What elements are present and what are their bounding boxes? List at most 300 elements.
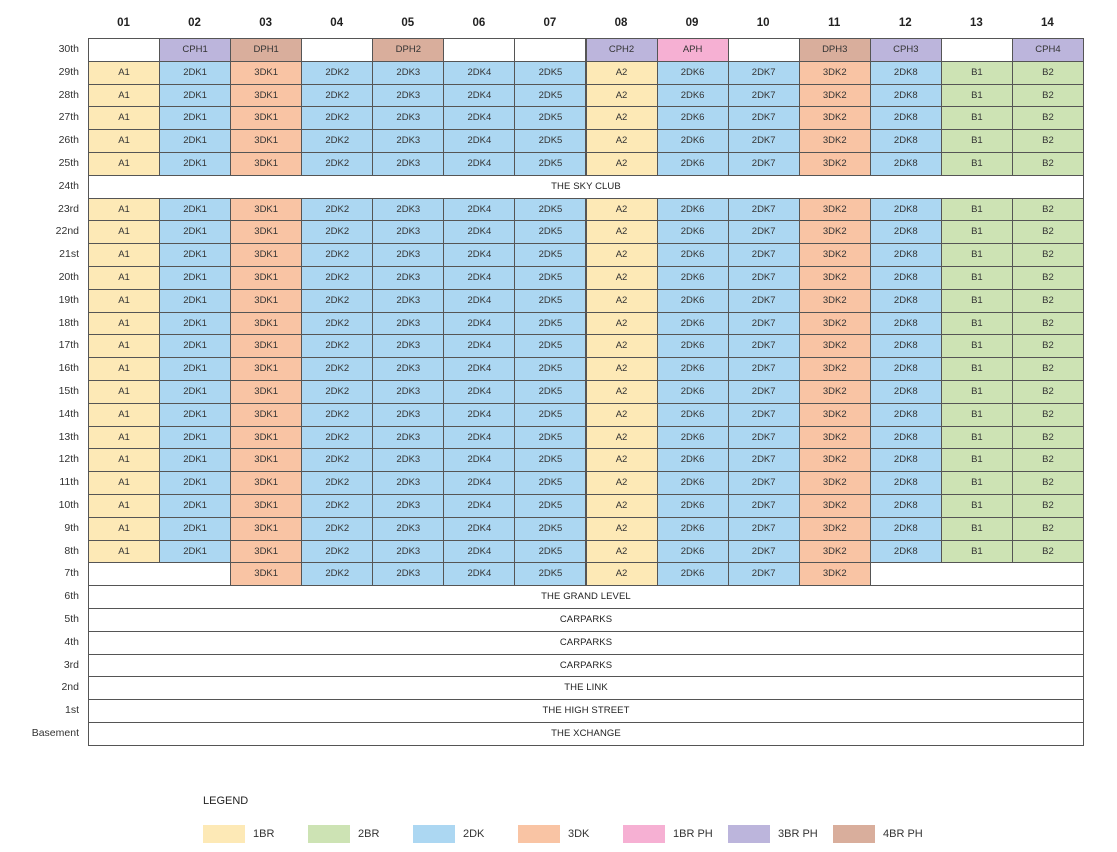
unit-cell: 3DK1 — [230, 471, 302, 495]
legend-label: 2DK — [463, 828, 485, 840]
unit-cell: 3DK2 — [799, 198, 871, 222]
floor-label: 4th — [64, 635, 79, 648]
unit-cell: A2 — [586, 243, 658, 267]
unit-cell: B1 — [941, 84, 1013, 108]
unit-cell: A1 — [88, 357, 160, 381]
floor-banner: CARPARKS — [88, 654, 1084, 678]
column-header-12: 12 — [898, 17, 912, 29]
legend-swatch — [833, 825, 875, 843]
unit-cell: 2DK4 — [443, 84, 515, 108]
unit-cell: 2DK1 — [159, 129, 231, 153]
unit-cell: A2 — [586, 540, 658, 564]
unit-cell: 2DK1 — [159, 220, 231, 244]
unit-cell: 2DK3 — [372, 266, 444, 290]
unit-cell: 2DK6 — [657, 426, 729, 450]
unit-cell: A2 — [586, 61, 658, 85]
floor-label: 7th — [64, 567, 79, 580]
unit-cell: 2DK7 — [728, 129, 800, 153]
unit-cell: 2DK2 — [301, 289, 373, 313]
floor-label: 15th — [58, 385, 79, 397]
floor-label: 22nd — [55, 225, 79, 238]
unit-cell: 2DK7 — [728, 517, 800, 541]
unit-cell: 3DK2 — [799, 471, 871, 495]
unit-cell: 2DK7 — [728, 334, 800, 358]
legend-label: 2BR — [358, 828, 380, 840]
column-header-03: 03 — [259, 17, 273, 29]
floor-label: 17th — [58, 339, 79, 352]
unit-cell: 2DK8 — [870, 198, 942, 222]
floor-label: Basement — [31, 727, 79, 739]
unit-cell: B2 — [1012, 540, 1084, 564]
unit-cell: 2DK6 — [657, 312, 729, 336]
floor-label: 23rd — [57, 202, 79, 215]
unit-cell: 2DK3 — [372, 494, 444, 518]
unit-cell: 3DK2 — [799, 106, 871, 130]
unit-cell: 2DK5 — [514, 334, 586, 358]
empty-cell — [870, 562, 1084, 586]
unit-cell: B2 — [1012, 517, 1084, 541]
legend-title: LEGEND — [203, 795, 249, 807]
unit-cell: A2 — [586, 198, 658, 222]
unit-cell: 2DK6 — [657, 61, 729, 85]
unit-cell: 2DK2 — [301, 448, 373, 472]
unit-cell: 2DK4 — [443, 289, 515, 313]
unit-cell: B1 — [941, 198, 1013, 222]
unit-cell: 2DK7 — [728, 448, 800, 472]
unit-cell: A1 — [88, 129, 160, 153]
unit-cell: 3DK2 — [799, 84, 871, 108]
unit-cell: 2DK4 — [443, 562, 515, 586]
unit-cell: 2DK4 — [443, 312, 515, 336]
unit-cell: 2DK3 — [372, 61, 444, 85]
unit-cell: A1 — [88, 106, 160, 130]
unit-cell: B2 — [1012, 312, 1084, 336]
legend-label: 3DK — [568, 828, 590, 840]
unit-cell: 3DK1 — [230, 152, 302, 176]
unit-cell: 2DK3 — [372, 426, 444, 450]
unit-cell: B1 — [941, 426, 1013, 450]
floor-label: 2nd — [61, 681, 79, 694]
unit-cell: B2 — [1012, 129, 1084, 153]
unit-cell: B2 — [1012, 61, 1084, 85]
unit-cell: 2DK1 — [159, 517, 231, 541]
unit-cell: B1 — [941, 243, 1013, 267]
unit-cell: 2DK1 — [159, 380, 231, 404]
unit-cell: A2 — [586, 334, 658, 358]
unit-cell: 3DK2 — [799, 61, 871, 85]
unit-cell: A2 — [586, 152, 658, 176]
unit-cell: 2DK5 — [514, 61, 586, 85]
unit-cell: 2DK4 — [443, 357, 515, 381]
unit-cell: 2DK6 — [657, 517, 729, 541]
unit-cell: A1 — [88, 266, 160, 290]
unit-cell: 2DK1 — [159, 448, 231, 472]
unit-cell: 2DK8 — [870, 471, 942, 495]
unit-cell: 2DK2 — [301, 494, 373, 518]
unit-cell: 2DK4 — [443, 494, 515, 518]
unit-cell: 2DK2 — [301, 357, 373, 381]
unit-cell: 2DK1 — [159, 334, 231, 358]
unit-cell: 2DK6 — [657, 106, 729, 130]
unit-cell: A2 — [586, 84, 658, 108]
unit-cell: 3DK2 — [799, 494, 871, 518]
unit-cell: 2DK1 — [159, 471, 231, 495]
unit-cell: 2DK1 — [159, 540, 231, 564]
unit-cell: 2DK4 — [443, 152, 515, 176]
unit-cell: DPH1 — [230, 38, 302, 62]
unit-cell: B1 — [941, 517, 1013, 541]
unit-cell: B2 — [1012, 152, 1084, 176]
unit-cell: 2DK6 — [657, 152, 729, 176]
unit-cell: 2DK8 — [870, 312, 942, 336]
unit-cell: A1 — [88, 448, 160, 472]
unit-cell: B2 — [1012, 220, 1084, 244]
floor-label: 11th — [59, 476, 79, 489]
unit-cell: A2 — [586, 220, 658, 244]
unit-cell: 3DK1 — [230, 266, 302, 290]
unit-cell: 3DK2 — [799, 289, 871, 313]
floor-label: 8th — [64, 544, 79, 557]
unit-cell: B1 — [941, 494, 1013, 518]
unit-cell: A2 — [586, 517, 658, 541]
unit-cell: 2DK7 — [728, 289, 800, 313]
unit-cell: 2DK8 — [870, 357, 942, 381]
unit-cell: 2DK6 — [657, 380, 729, 404]
unit-cell: 2DK5 — [514, 220, 586, 244]
unit-cell: 2DK1 — [159, 106, 231, 130]
unit-cell: B1 — [941, 471, 1013, 495]
unit-cell: 2DK8 — [870, 403, 942, 427]
unit-cell: A2 — [586, 357, 658, 381]
unit-cell: 2DK5 — [514, 448, 586, 472]
unit-cell: A1 — [88, 494, 160, 518]
floor-banner: THE SKY CLUB — [88, 175, 1084, 199]
unit-cell: A2 — [586, 448, 658, 472]
floor-label: 30th — [58, 43, 79, 55]
column-header-01: 01 — [117, 17, 130, 29]
unit-cell: 2DK6 — [657, 471, 729, 495]
floor-label: 9th — [64, 521, 79, 534]
unit-cell: 2DK6 — [657, 129, 729, 153]
unit-cell: B2 — [1012, 357, 1084, 381]
unit-cell: 2DK6 — [657, 266, 729, 290]
unit-cell: 3DK2 — [799, 403, 871, 427]
unit-cell: B2 — [1012, 403, 1084, 427]
unit-cell: 2DK4 — [443, 448, 515, 472]
floor-label: 21st — [59, 248, 79, 261]
unit-cell: 2DK8 — [870, 266, 942, 290]
unit-cell: 2DK2 — [301, 129, 373, 153]
unit-cell: A2 — [586, 494, 658, 518]
unit-cell: 2DK3 — [372, 334, 444, 358]
unit-cell: 2DK7 — [728, 471, 800, 495]
unit-cell: 2DK1 — [159, 266, 231, 290]
unit-cell: 2DK4 — [443, 106, 515, 130]
unit-cell: B2 — [1012, 266, 1084, 290]
unit-cell: 2DK1 — [159, 494, 231, 518]
unit-cell: 2DK7 — [728, 494, 800, 518]
unit-cell: 2DK5 — [514, 426, 586, 450]
unit-cell: A1 — [88, 84, 160, 108]
unit-cell: B1 — [941, 334, 1013, 358]
unit-cell: 2DK2 — [301, 403, 373, 427]
unit-cell: B1 — [941, 357, 1013, 381]
unit-cell: A2 — [586, 471, 658, 495]
unit-cell: 2DK3 — [372, 448, 444, 472]
unit-cell: A1 — [88, 403, 160, 427]
unit-cell: B2 — [1012, 471, 1084, 495]
unit-cell: B2 — [1012, 198, 1084, 222]
unit-cell: A2 — [586, 106, 658, 130]
unit-cell: 3DK2 — [799, 243, 871, 267]
floor-label: 27th — [58, 111, 79, 124]
unit-cell: 2DK5 — [514, 106, 586, 130]
unit-cell: 2DK2 — [301, 220, 373, 244]
legend-swatch — [728, 825, 770, 843]
floor-label: 3rd — [63, 658, 79, 671]
unit-cell: 2DK7 — [728, 152, 800, 176]
unit-cell: 2DK1 — [159, 289, 231, 313]
unit-cell: B2 — [1012, 380, 1084, 404]
unit-cell: 2DK6 — [657, 357, 729, 381]
unit-cell: A1 — [88, 334, 160, 358]
unit-cell: 2DK6 — [657, 220, 729, 244]
unit-cell: 2DK2 — [301, 426, 373, 450]
unit-cell: 2DK1 — [159, 61, 231, 85]
floor-label: 29th — [58, 65, 79, 78]
unit-cell: 2DK3 — [372, 198, 444, 222]
unit-cell: 2DK1 — [159, 243, 231, 267]
unit-cell: 2DK4 — [443, 220, 515, 244]
unit-cell: 2DK2 — [301, 471, 373, 495]
unit-cell: 2DK7 — [728, 198, 800, 222]
empty-cell — [443, 38, 515, 62]
column-header-09: 09 — [685, 17, 699, 29]
unit-cell: 2DK7 — [728, 562, 800, 586]
unit-cell: 2DK8 — [870, 540, 942, 564]
unit-cell: 3DK1 — [230, 357, 302, 381]
unit-cell: 2DK5 — [514, 312, 586, 336]
unit-cell: 2DK8 — [870, 380, 942, 404]
floor-banner: THE XCHANGE — [88, 722, 1084, 746]
unit-cell: 2DK7 — [728, 106, 800, 130]
unit-cell: 3DK1 — [230, 562, 302, 586]
floor-label: 28th — [58, 88, 79, 101]
unit-cell: 2DK7 — [728, 540, 800, 564]
unit-cell: 2DK3 — [372, 562, 444, 586]
floor-label: 14th — [58, 407, 79, 420]
unit-cell: B1 — [941, 540, 1013, 564]
floor-label: 12th — [58, 453, 79, 466]
unit-cell: B2 — [1012, 84, 1084, 108]
unit-cell: 3DK2 — [799, 357, 871, 381]
unit-cell: 2DK8 — [870, 220, 942, 244]
floor-label: 16th — [58, 362, 79, 375]
unit-cell: 2DK4 — [443, 540, 515, 564]
unit-cell: 2DK3 — [372, 403, 444, 427]
unit-cell: 2DK1 — [159, 312, 231, 336]
unit-cell: 2DK8 — [870, 152, 942, 176]
unit-cell: 2DK5 — [514, 289, 586, 313]
column-header-06: 06 — [472, 17, 486, 29]
legend-swatch — [413, 825, 455, 843]
floor-label: 6th — [64, 590, 79, 603]
unit-cell: 2DK5 — [514, 152, 586, 176]
unit-cell: 2DK3 — [372, 289, 444, 313]
unit-cell: B2 — [1012, 106, 1084, 130]
floor-label: 13th — [58, 430, 79, 443]
unit-cell: 2DK5 — [514, 471, 586, 495]
unit-cell: CPH2 — [586, 38, 658, 62]
unit-cell: 2DK2 — [301, 106, 373, 130]
unit-cell: 3DK1 — [230, 426, 302, 450]
legend-swatch — [203, 825, 245, 843]
unit-cell: 3DK1 — [230, 106, 302, 130]
unit-cell: 2DK2 — [301, 540, 373, 564]
unit-cell: B1 — [941, 220, 1013, 244]
column-header-10: 10 — [756, 17, 770, 29]
unit-cell: 3DK1 — [230, 334, 302, 358]
unit-cell: 3DK1 — [230, 198, 302, 222]
unit-cell: 3DK1 — [230, 220, 302, 244]
unit-cell: CPH3 — [870, 38, 942, 62]
unit-cell: 2DK8 — [870, 517, 942, 541]
unit-cell: 2DK2 — [301, 312, 373, 336]
unit-cell: 2DK1 — [159, 426, 231, 450]
unit-cell: 3DK2 — [799, 129, 871, 153]
unit-cell: 3DK1 — [230, 380, 302, 404]
unit-cell: A2 — [586, 562, 658, 586]
unit-cell: 2DK7 — [728, 84, 800, 108]
unit-cell: 2DK7 — [728, 380, 800, 404]
unit-cell: 2DK4 — [443, 61, 515, 85]
floor-label: 19th — [58, 293, 79, 306]
unit-cell: 2DK8 — [870, 334, 942, 358]
unit-cell: 2DK4 — [443, 471, 515, 495]
unit-cell: 2DK3 — [372, 152, 444, 176]
unit-cell: A2 — [586, 380, 658, 404]
unit-cell: 2DK1 — [159, 84, 231, 108]
unit-cell: 3DK1 — [230, 494, 302, 518]
unit-cell: A1 — [88, 426, 160, 450]
unit-cell: 2DK6 — [657, 243, 729, 267]
unit-cell: 2DK4 — [443, 266, 515, 290]
floor-label: 25th — [58, 157, 79, 169]
unit-cell: 2DK5 — [514, 357, 586, 381]
legend-swatch — [518, 825, 560, 843]
unit-cell: 3DK2 — [799, 220, 871, 244]
unit-cell: B2 — [1012, 334, 1084, 358]
column-header-14: 14 — [1041, 17, 1054, 29]
unit-cell: 2DK6 — [657, 289, 729, 313]
floor-label: 5th — [64, 613, 79, 625]
unit-cell: A1 — [88, 61, 160, 85]
unit-cell: A1 — [88, 312, 160, 336]
unit-cell: DPH2 — [372, 38, 444, 62]
unit-cell: 2DK8 — [870, 243, 942, 267]
unit-cell: 3DK2 — [799, 426, 871, 450]
unit-cell: A2 — [586, 266, 658, 290]
unit-cell: 2DK2 — [301, 198, 373, 222]
unit-cell: 2DK4 — [443, 426, 515, 450]
unit-cell: 2DK8 — [870, 129, 942, 153]
legend-label: 3BR PH — [778, 828, 818, 840]
unit-cell: A1 — [88, 540, 160, 564]
unit-cell: 2DK5 — [514, 494, 586, 518]
column-header-08: 08 — [614, 17, 628, 29]
unit-cell: 2DK4 — [443, 334, 515, 358]
unit-cell: 2DK5 — [514, 562, 586, 586]
unit-cell: 2DK7 — [728, 312, 800, 336]
unit-cell: 2DK2 — [301, 266, 373, 290]
unit-cell: A2 — [586, 426, 658, 450]
unit-cell: B2 — [1012, 426, 1084, 450]
unit-cell: 2DK6 — [657, 84, 729, 108]
unit-cell: 3DK2 — [799, 334, 871, 358]
column-header-11: 11 — [828, 17, 841, 29]
unit-cell: B2 — [1012, 494, 1084, 518]
floor-label: 1st — [64, 704, 79, 717]
unit-cell: 2DK5 — [514, 403, 586, 427]
unit-cell: A1 — [88, 471, 160, 495]
unit-cell: 2DK2 — [301, 517, 373, 541]
unit-cell: 2DK4 — [443, 517, 515, 541]
unit-cell: 2DK3 — [372, 517, 444, 541]
unit-cell: B1 — [941, 403, 1013, 427]
floor-banner: CARPARKS — [88, 631, 1084, 655]
unit-cell: A1 — [88, 289, 160, 313]
unit-cell: 2DK4 — [443, 243, 515, 267]
unit-cell: 3DK2 — [799, 540, 871, 564]
unit-cell: 2DK5 — [514, 129, 586, 153]
empty-cell — [301, 38, 373, 62]
unit-cell: 3DK2 — [799, 312, 871, 336]
unit-cell: 2DK3 — [372, 357, 444, 381]
unit-cell: DPH3 — [799, 38, 871, 62]
unit-cell: 2DK6 — [657, 448, 729, 472]
unit-cell: 3DK2 — [799, 152, 871, 176]
unit-cell: B1 — [941, 61, 1013, 85]
unit-cell: 2DK6 — [657, 403, 729, 427]
unit-cell: 3DK1 — [230, 84, 302, 108]
unit-cell: CPH1 — [159, 38, 231, 62]
unit-cell: 3DK2 — [799, 562, 871, 586]
unit-cell: 2DK1 — [159, 198, 231, 222]
unit-cell: 2DK4 — [443, 380, 515, 404]
legend-swatch — [623, 825, 665, 843]
legend-swatch — [308, 825, 350, 843]
unit-cell: 2DK1 — [159, 152, 231, 176]
unit-cell: 3DK1 — [230, 243, 302, 267]
unit-cell: 2DK6 — [657, 198, 729, 222]
unit-cell: 2DK4 — [443, 198, 515, 222]
unit-cell: 3DK1 — [230, 61, 302, 85]
unit-cell: 3DK2 — [799, 380, 871, 404]
unit-cell: 2DK8 — [870, 448, 942, 472]
unit-cell: A2 — [586, 129, 658, 153]
floor-label: 20th — [58, 271, 79, 283]
legend — [203, 795, 963, 850]
unit-cell: 2DK5 — [514, 266, 586, 290]
unit-cell: 2DK2 — [301, 334, 373, 358]
floor-banner: CARPARKS — [88, 608, 1084, 632]
unit-cell: 2DK3 — [372, 312, 444, 336]
unit-cell: 3DK1 — [230, 540, 302, 564]
floor-label: 10th — [58, 499, 79, 511]
unit-cell: 3DK2 — [799, 517, 871, 541]
unit-cell: B2 — [1012, 289, 1084, 313]
floor-label: 24th — [58, 179, 79, 192]
